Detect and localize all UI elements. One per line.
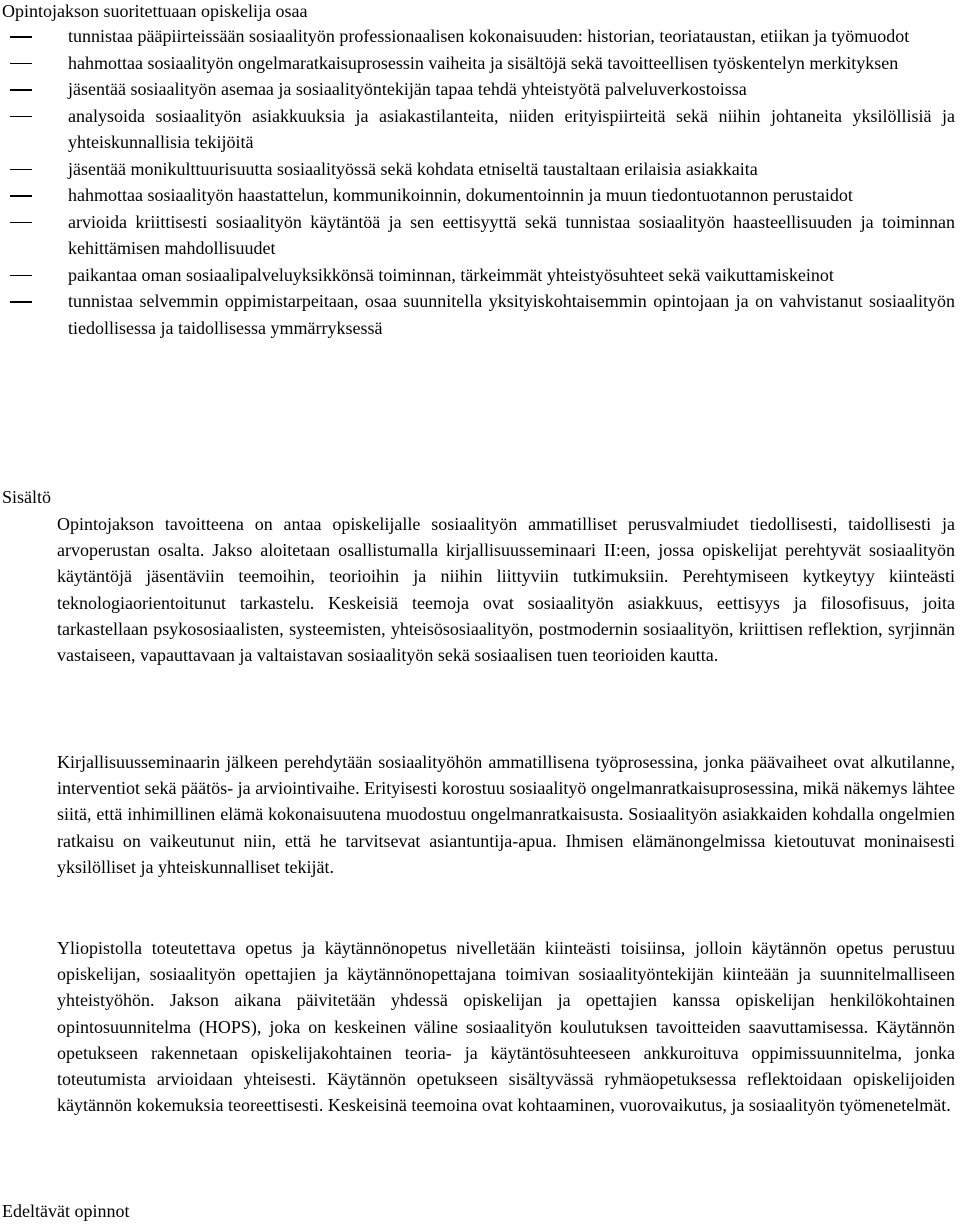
learning-outcomes-list xyxy=(0,23,960,341)
list-item xyxy=(0,103,955,156)
list-item xyxy=(0,50,955,77)
list-item-text: hahmottaa sosiaalityön haastattelun, kommunikoinnin, dokumentoinnin ja muun tiedontuotannon perustaidot xyxy=(68,185,853,205)
contents-paragraph: Kirjallisuusseminaarin jälkeen perehdytään sosiaalityöhön ammatillisena työprosessina, jonka päävaiheet ovat alkutilanne, interventiot sekä päätös- ja arviointivaihe. Erityisesti korostuu sosiaalityö ongelmanratkaisuprosessina, mikä näkemys lähtee siitä, että inhimillinen elämä kokonaisuutena muodostuu ongelmanratkaisusta. Sosiaalityön asiakkaiden kohdalla ongelmien ratkaisu on vaikeutunut niin, että he tarvitsevat asiantuntija-apua. Ihmisen elämänongelmissa kietoutuvat moninaisesti yksilölliset ja yhteiskunnalliset tekijät. xyxy=(57,752,955,877)
list-item xyxy=(0,76,955,103)
list-item-text: arvioida kriittisesti sosiaalityön käytäntöä ja sen eettisyyttä sekä tunnistaa sosiaalityön haasteellisuuden ja toiminnan kehittämisen mahdollisuudet xyxy=(68,211,955,258)
learning-outcomes-heading: Opintojakson suoritettuaan opiskelija osaa xyxy=(2,1,308,21)
list-item xyxy=(0,23,955,50)
list-item-text: hahmottaa sosiaalityön ongelmaratkaisuprosessin vaiheita ja sisältöjä sekä tavoitteellisen työskentelyn merkityksen xyxy=(68,52,899,73)
contents-paragraph: Opintojakson tavoitteena on antaa opiskelijalle sosiaalityön ammatilliset perusvalmiudet tiedollisesti, taidollisesti ja arvoperustan osalta. Jakso aloitetaan osallistumalla kirjallisuusseminaari II:een, jossa opiskelijat perehtyvät sosiaalityön käytäntöjä jäsentäviin teemoihin, teorioihin ja niihin liittyviin tutkimuksiin. Perehtymiseen kytkeytyy kiinteästi teknologiaorientoitunut tarkastelu. Keskeisiä teemoja ovat sosiaalityön asiakkuus, eettisyys ja filosofisuus, joita tarkastellaan psykososiaalisten, systeemisten, yhteisösosiaalityön, postmodernin sosiaalityön, kriittisen reflektion, syrjinnän vastaiseen, vapauttavaan ja valtaistavan sosiaalityön sekä sosiaalisen tuen teorioiden kautta. xyxy=(57,514,955,666)
list-item-text: paikantaa oman sosiaalipalveluyksikkönsä toiminnan, tärkeimmät yhteistyösuhteet sekä vaikuttamiskeinot xyxy=(68,264,834,285)
list-item-text: tunnistaa selvemmin oppimistarpeitaan, osaa suunnitella yksityiskohtaisemmin opintojaan ja on vahvistanut sosiaalityön tiedollisessa ja taidollisessa ymmärryksessä xyxy=(68,291,955,338)
list-item xyxy=(0,182,955,209)
list-item-text: tunnistaa pääpiirteissään sosiaalityön professionaalisen kokonaisuuden: historian, teoriataustan, etiikan ja työmuodot xyxy=(68,26,910,46)
list-item xyxy=(0,262,955,289)
contents-heading: Sisältö xyxy=(2,487,52,507)
list-item xyxy=(0,288,955,341)
list-item xyxy=(0,209,955,262)
list-item xyxy=(0,156,955,183)
list-item-text: analysoida sosiaalityön asiakkuuksia ja asiakastilanteita, niiden erityispiirteitä sekä niihin johtaneita yksilöllisiä ja yhteiskunnallisia tekijöitä xyxy=(68,105,955,152)
list-item-text: jäsentää monikulttuurisuutta sosiaalityössä sekä kohdata etniseltä taustaltaan erilaisia asiakkaita xyxy=(68,158,758,179)
prerequisites-heading: Edeltävät opinnot xyxy=(2,1201,130,1221)
list-item-text: jäsentää sosiaalityön asemaa ja sosiaalityöntekijän tapaa tehdä yhteistyötä palveluverkostoissa xyxy=(68,79,747,99)
contents-paragraph: Yliopistolla toteutettava opetus ja käytännönopetus nivelletään kiinteästi toisiinsa, jolloin käytännön opetus perustuu opiskelijan, sosiaalityön opettajien ja käytännönopettajana toimivan sosiaalityöntekijän kiinteään ja suunnitelmalliseen yhteistyöhön. Jakson aikana päivitetään yhdessä opiskelijan ja opettajien kanssa opiskelijan henkilökohtainen opintosuunnitelma (HOPS), joka on keskeinen väline sosiaalityön koulutuksen tavoitteiden saavuttamisessa. Käytännön opetukseen rakennetaan opiskelijakohtainen teoria- ja käytäntösuhteeseen ankkuroituva oppimissuunnitelma, jonka toteutumista arvioidaan yhteisesti. Käytännön opetukseen sisältyvässä ryhmäopetuksessa reflektoidaan opiskelijoiden käytännön kokemuksia teoreettisesti. Keskeisinä teemoina ovat kohtaaminen, vuorovaikutus, ja sosiaalityön työmenetelmät. xyxy=(57,938,955,1116)
